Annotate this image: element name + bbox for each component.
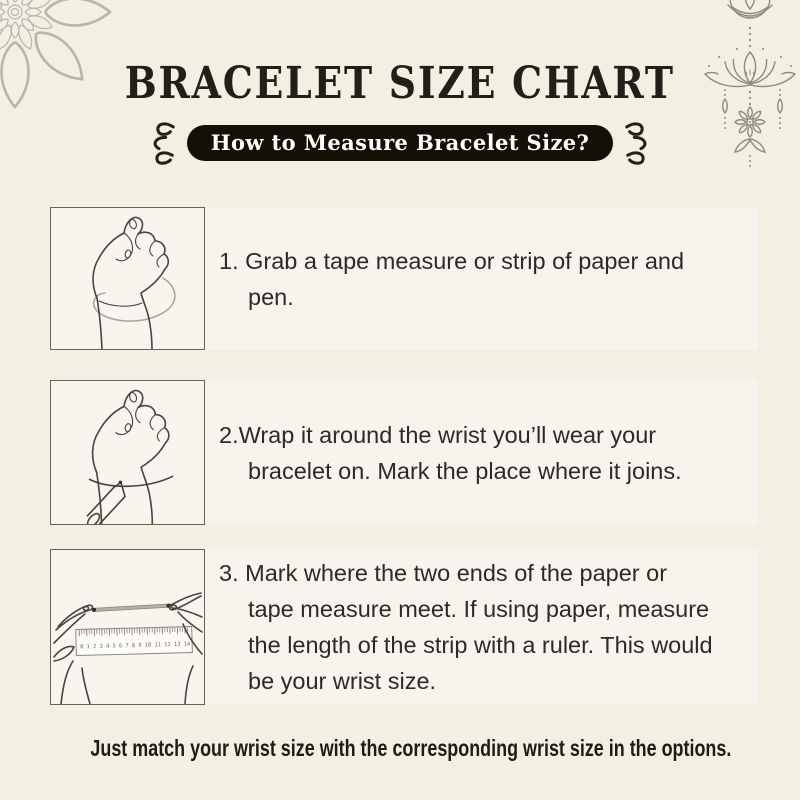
step-2-illustration (50, 380, 205, 525)
fist-tape-measure-drawing (51, 208, 204, 349)
fist-drawing (93, 391, 169, 524)
step-1-text: 1. Grab a tape measure or strip of paper and pen. (219, 247, 685, 310)
badge-label: How to Measure Bracelet Size? (210, 130, 590, 155)
page-title: BRACELET SIZE CHART (124, 58, 676, 109)
fist-drawing (93, 217, 168, 349)
step-3-text: 3. Mark where the two ends of the paper or tape measure meet. If using paper, measure the length of the strip with a ruler. This would be your wrist size. (219, 560, 713, 694)
footer (0, 733, 800, 763)
badge-row (0, 120, 800, 166)
step-2-text: 2.Wrap it around the wrist you’ll wear your bracelet on. Mark the place where it joins. (219, 421, 682, 484)
step-row-1 (50, 207, 758, 350)
header (0, 58, 800, 166)
step-1-illustration (50, 207, 205, 350)
flourish-left-icon (143, 120, 177, 166)
step-row-2 (50, 380, 758, 525)
tape-measure-loop (94, 278, 175, 321)
hands-ruler-strip-drawing (51, 550, 204, 704)
how-to-badge (187, 125, 614, 161)
ruler-drawing (76, 627, 193, 656)
wrist-mark-line (90, 476, 173, 486)
flourish-right-icon (623, 120, 657, 166)
footer-note: Just match your wrist size with the corresponding wrist size in the options. (90, 735, 732, 761)
fist-pen-mark-drawing (51, 381, 204, 524)
step-3-illustration (50, 549, 205, 705)
ruler-numbers: 0 1 2 3 4 5 6 7 8 9 10 11 12 13 14 (80, 641, 195, 651)
step-row-3 (50, 549, 758, 705)
paper-strip-drawing (92, 604, 171, 612)
steps-section (50, 207, 758, 705)
marker-pen-drawing (85, 481, 125, 524)
